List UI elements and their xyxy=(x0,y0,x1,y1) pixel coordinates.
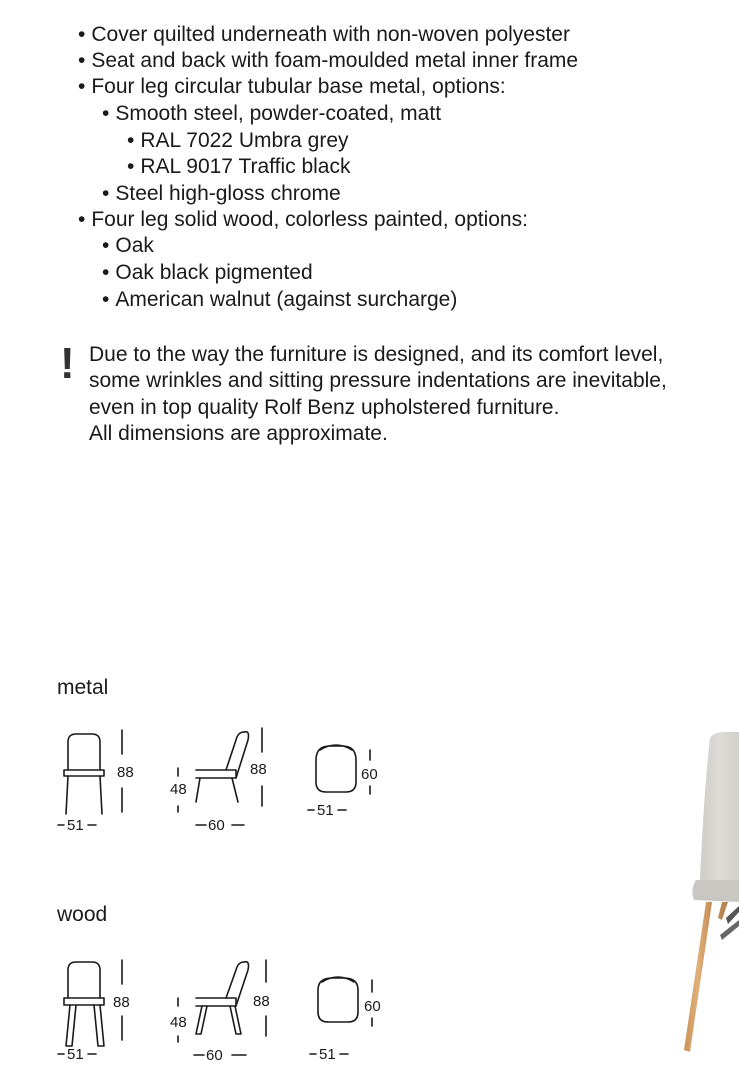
feature-subsubitem: • RAL 9017 Traffic black xyxy=(127,154,350,180)
metal-side-seat-height: 48 xyxy=(170,781,187,798)
wood-top-width: 51 xyxy=(319,1046,336,1063)
wood-side-depth: 60 xyxy=(206,1047,223,1064)
wood-dimension-drawings xyxy=(0,950,420,1070)
metal-dimension-drawings xyxy=(0,720,420,840)
metal-front-width: 51 xyxy=(67,817,84,834)
wood-front-width: 51 xyxy=(67,1046,84,1063)
feature-subitem: • Oak black pigmented xyxy=(102,260,313,286)
wood-front-height: 88 xyxy=(113,994,130,1011)
feature-subitem: • Steel high-gloss chrome xyxy=(102,181,341,207)
feature-item: • Four leg solid wood, colorless painted, options: xyxy=(78,207,528,233)
feature-subitem: • Smooth steel, powder-coated, matt xyxy=(102,101,441,127)
notice-line: All dimensions are approximate. xyxy=(89,422,388,445)
feature-item: • Cover quilted underneath with non-woven polyester xyxy=(78,22,570,48)
metal-top-depth: 60 xyxy=(361,766,378,783)
metal-side-depth: 60 xyxy=(208,817,225,834)
notice-line: even in top quality Rolf Benz upholstered furniture. xyxy=(89,396,560,419)
notice-line: Due to the way the furniture is designed, and its comfort level, xyxy=(89,343,664,366)
metal-front-chair-icon xyxy=(64,730,122,814)
wood-side-seat-height: 48 xyxy=(170,1014,187,1031)
wood-label: wood xyxy=(57,903,108,926)
wood-top-depth: 60 xyxy=(364,998,381,1015)
feature-subsubitem: • RAL 7022 Umbra grey xyxy=(127,128,349,154)
notice-line: some wrinkles and sitting pressure indentations are inevitable, xyxy=(89,369,667,392)
metal-side-height: 88 xyxy=(250,761,267,778)
metal-front-height: 88 xyxy=(117,764,134,781)
wood-side-height: 88 xyxy=(253,993,270,1010)
feature-subitem: • Oak xyxy=(102,233,154,259)
chair-product-image xyxy=(670,730,739,1080)
feature-item: • Seat and back with foam-moulded metal inner frame xyxy=(78,48,578,74)
exclamation-icon: ! xyxy=(60,339,75,388)
metal-top-width: 51 xyxy=(317,802,334,819)
metal-label: metal xyxy=(57,676,109,699)
feature-item: • Four leg circular tubular base metal, options: xyxy=(78,74,506,100)
feature-subitem: • American walnut (against surcharge) xyxy=(102,287,457,313)
